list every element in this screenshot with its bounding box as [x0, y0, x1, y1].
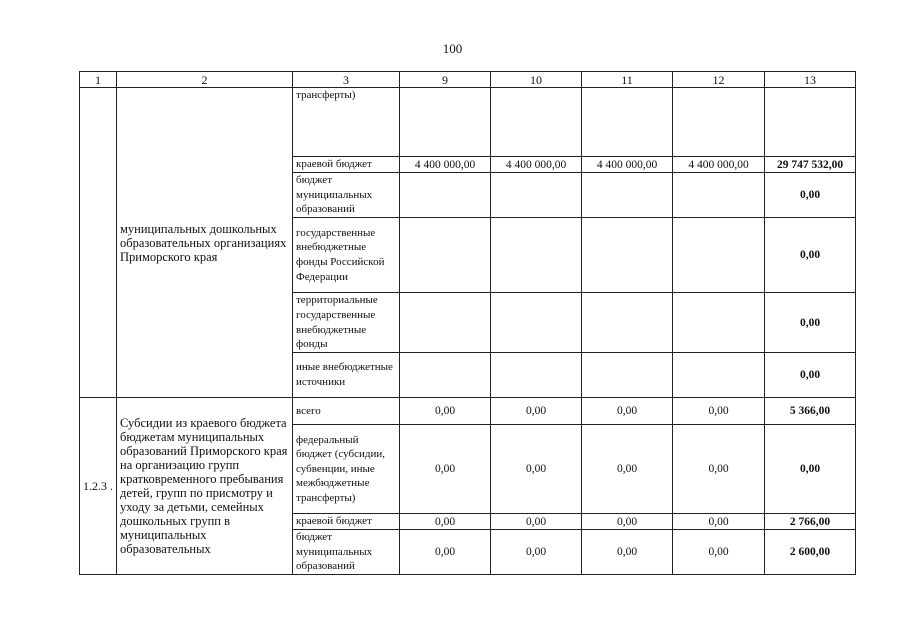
funding-source: федеральный бюджет (субсидии, субвенции, иные межбюджетные трансферты) — [293, 425, 400, 514]
value-cell — [491, 173, 582, 218]
value-cell — [400, 353, 491, 398]
value-cell — [491, 88, 582, 157]
column-header: 3 — [293, 72, 400, 88]
funding-source: краевой бюджет — [293, 157, 400, 173]
value-cell — [673, 353, 765, 398]
column-header: 9 — [400, 72, 491, 88]
value-cell: 0,00 — [491, 425, 582, 514]
total-cell: 5 366,00 — [765, 398, 856, 425]
funding-source: всего — [293, 398, 400, 425]
total-cell — [765, 88, 856, 157]
value-cell: 0,00 — [673, 530, 765, 575]
row-number-cell: 1.2.3 . — [80, 398, 117, 575]
funding-source: бюджет муниципальных образований — [293, 173, 400, 218]
total-cell: 0,00 — [765, 293, 856, 353]
total-cell: 0,00 — [765, 353, 856, 398]
value-cell: 4 400 000,00 — [400, 157, 491, 173]
value-cell — [400, 173, 491, 218]
funding-source: бюджет муниципальных образований — [293, 530, 400, 575]
funding-source: трансферты) — [293, 88, 400, 157]
value-cell: 0,00 — [491, 530, 582, 575]
value-cell: 4 400 000,00 — [491, 157, 582, 173]
value-cell — [582, 173, 673, 218]
value-cell: 0,00 — [491, 398, 582, 425]
value-cell: 4 400 000,00 — [582, 157, 673, 173]
value-cell: 0,00 — [582, 398, 673, 425]
table-row — [80, 398, 856, 425]
total-cell: 29 747 532,00 — [765, 157, 856, 173]
column-header: 13 — [765, 72, 856, 88]
value-cell: 0,00 — [673, 514, 765, 530]
total-cell: 0,00 — [765, 425, 856, 514]
value-cell: 0,00 — [582, 425, 673, 514]
value-cell: 0,00 — [400, 530, 491, 575]
total-cell: 0,00 — [765, 218, 856, 293]
funding-source: краевой бюджет — [293, 514, 400, 530]
value-cell — [673, 88, 765, 157]
value-cell — [673, 218, 765, 293]
value-cell: 0,00 — [400, 514, 491, 530]
column-header: 2 — [117, 72, 293, 88]
value-cell: 0,00 — [582, 530, 673, 575]
table-header-row — [80, 72, 856, 88]
column-header: 1 — [80, 72, 117, 88]
value-cell: 4 400 000,00 — [673, 157, 765, 173]
value-cell — [491, 218, 582, 293]
funding-source: территориальные государственные внебюджетные фонды — [293, 293, 400, 353]
value-cell — [491, 293, 582, 353]
value-cell — [673, 293, 765, 353]
value-cell: 0,00 — [582, 514, 673, 530]
column-header: 11 — [582, 72, 673, 88]
column-header: 12 — [673, 72, 765, 88]
measure-name: муниципальных дошкольных образовательных организациях Приморского края — [117, 88, 293, 398]
value-cell — [582, 218, 673, 293]
value-cell — [582, 353, 673, 398]
value-cell — [491, 353, 582, 398]
value-cell: 0,00 — [673, 398, 765, 425]
value-cell — [400, 293, 491, 353]
value-cell — [400, 88, 491, 157]
measure-name: Субсидии из краевого бюджета бюджетам муниципальных образований Приморского края на организацию групп кратковременного пребывания детей, групп по присмотру и уходу за детьми, семейных дошкольных групп в муниципальных образовательных — [117, 398, 293, 575]
funding-source: государственные внебюджетные фонды Российской Федерации — [293, 218, 400, 293]
table-row — [80, 88, 856, 157]
value-cell — [673, 173, 765, 218]
total-cell: 2 766,00 — [765, 514, 856, 530]
page-number: 100 — [442, 41, 463, 56]
value-cell: 0,00 — [400, 398, 491, 425]
total-cell: 2 600,00 — [765, 530, 856, 575]
value-cell: 0,00 — [400, 425, 491, 514]
column-header: 10 — [491, 72, 582, 88]
value-cell: 0,00 — [491, 514, 582, 530]
funding-source: иные внебюджетные источники — [293, 353, 400, 398]
value-cell — [582, 293, 673, 353]
value-cell — [582, 88, 673, 157]
value-cell: 0,00 — [673, 425, 765, 514]
budget-table — [79, 71, 856, 575]
total-cell: 0,00 — [765, 173, 856, 218]
row-number-cell — [80, 88, 117, 398]
value-cell — [400, 218, 491, 293]
